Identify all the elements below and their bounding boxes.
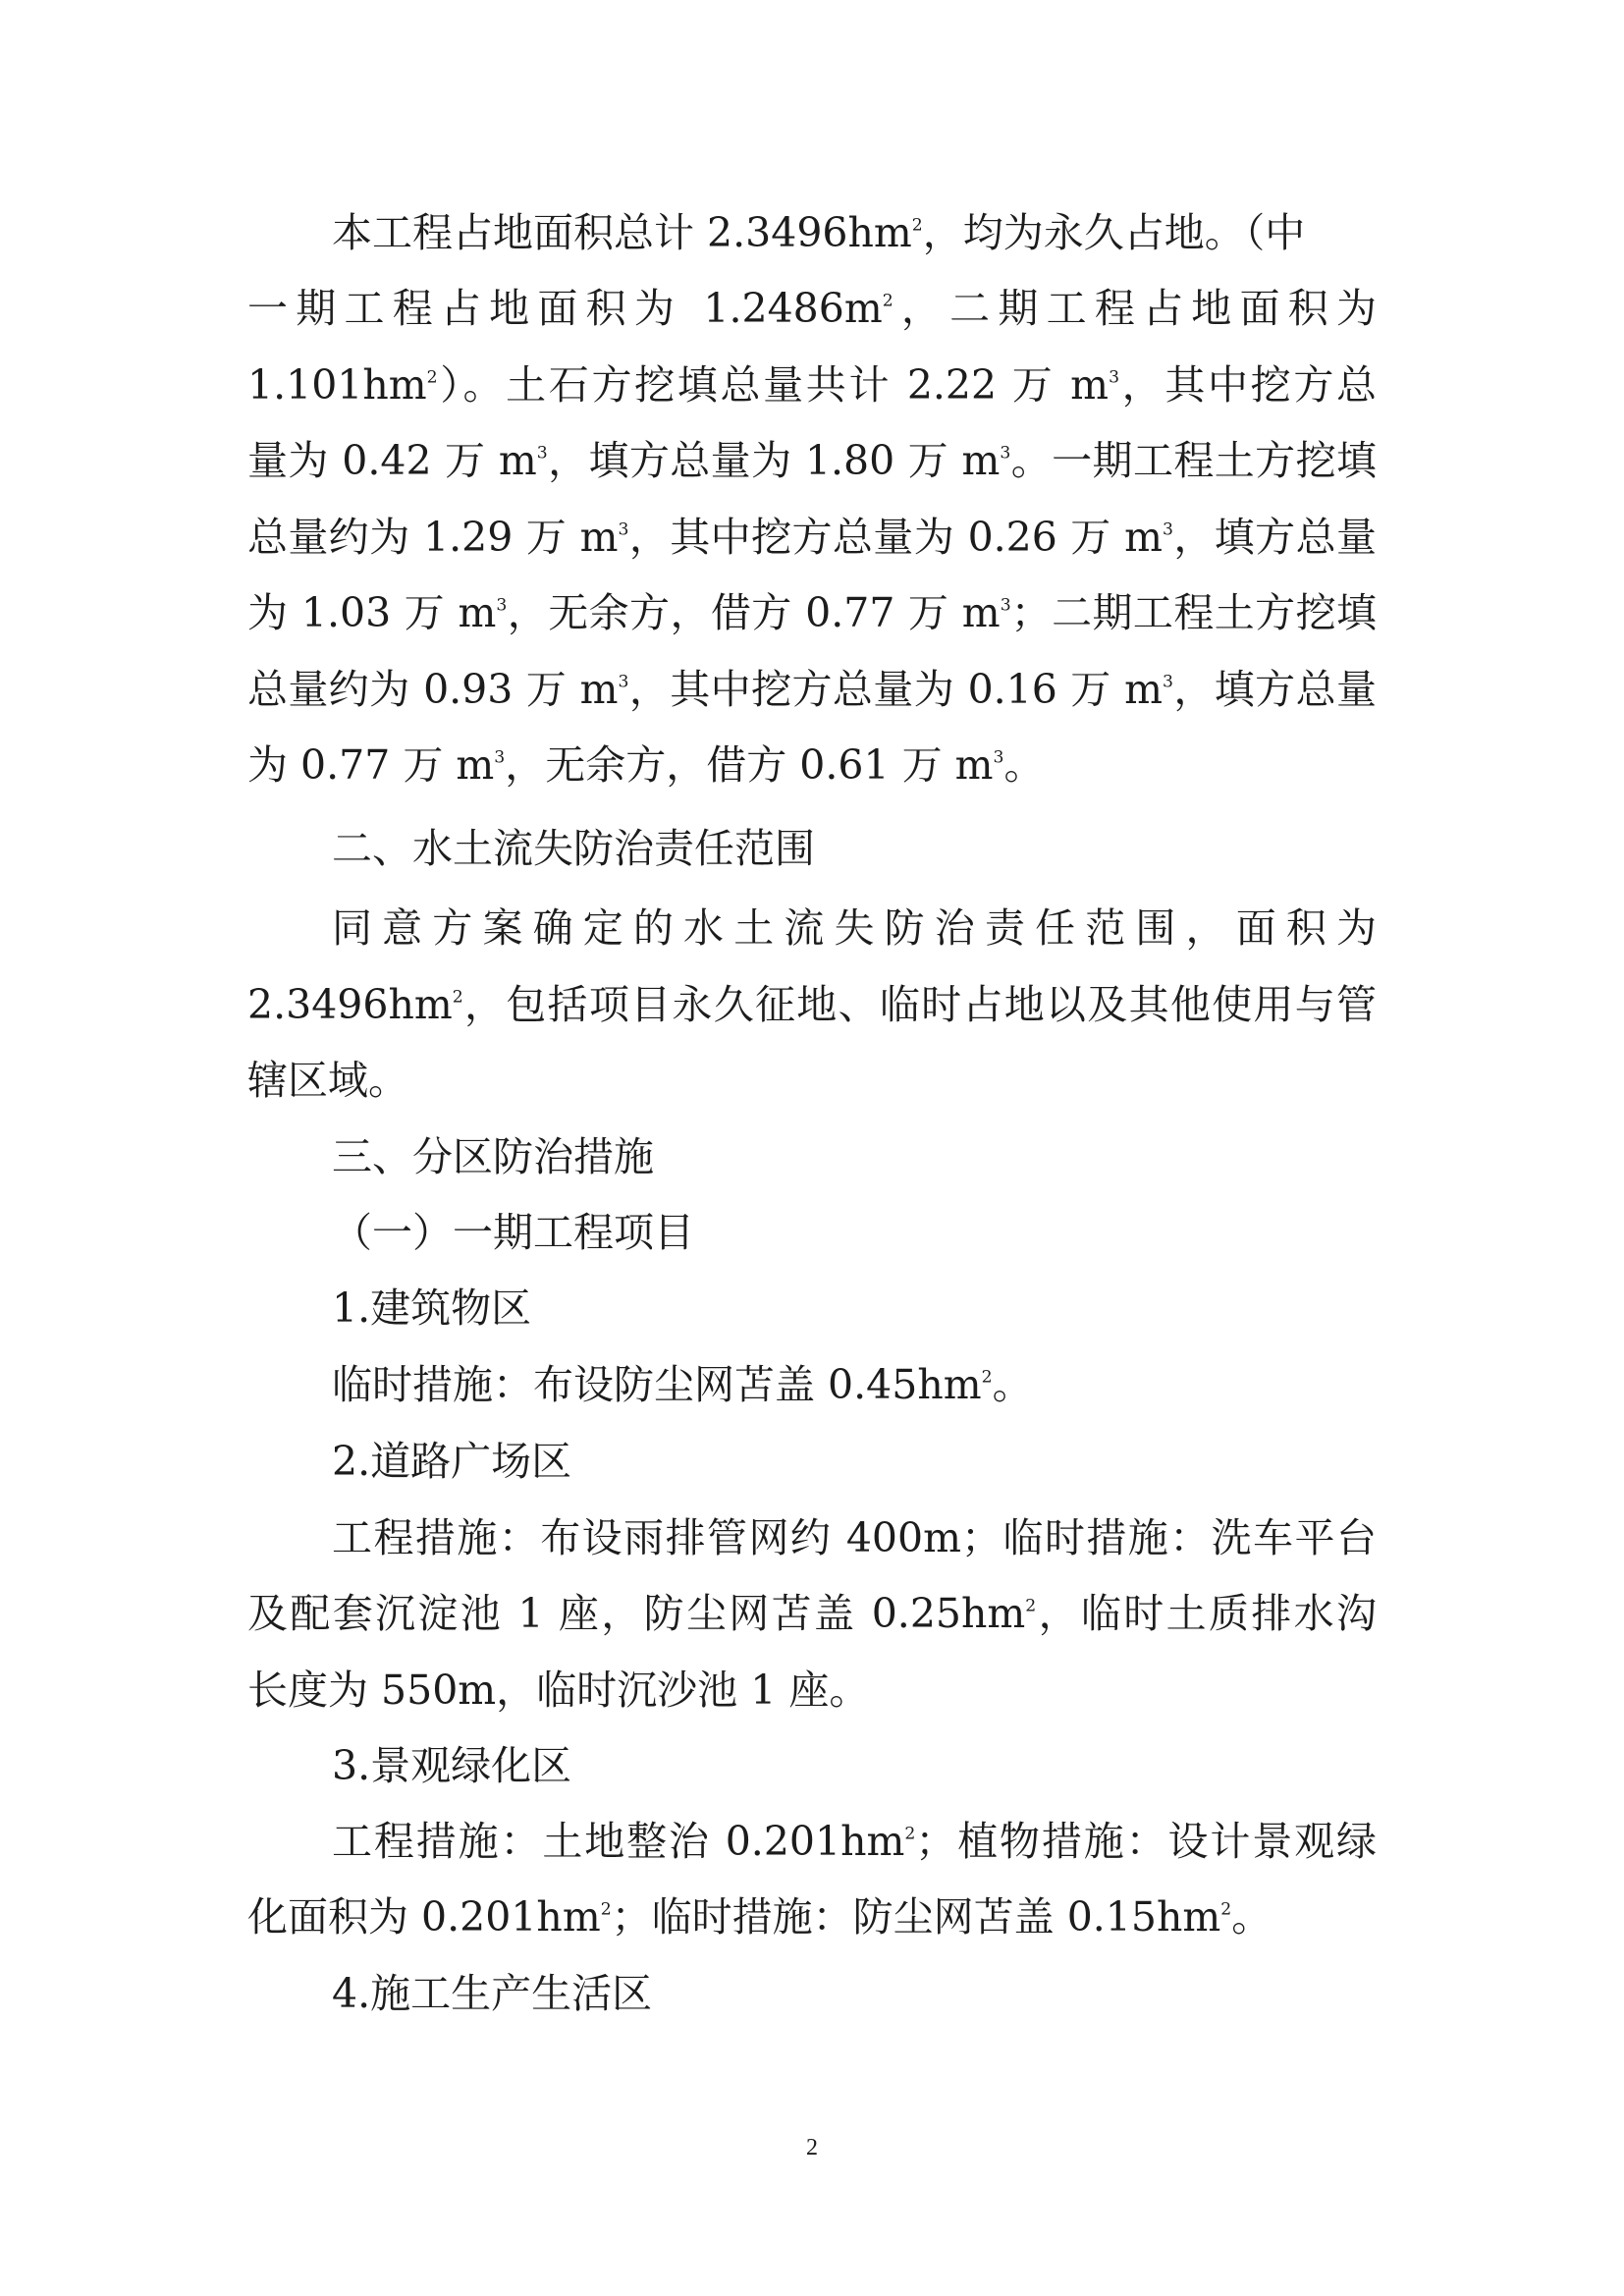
paragraph-line: 同意方案确定的水土流失防治责任范围，面积为 (332, 904, 1377, 952)
paragraph-line: 工程措施：土地整治 $0.201hm^2$；植物措施：设计景观绿 (332, 1818, 1377, 1865)
item-heading: 2.道路广场区 (332, 1438, 572, 1485)
item-heading: 3.景观绿化区 (332, 1742, 572, 1789)
paragraph-line: 一期工程占地面积为 $1.2486m^2$，二期工程占地面积为 (247, 285, 1378, 332)
item-heading: 1.建筑物区 (332, 1285, 532, 1332)
paragraph-line: 化面积为 $0.201hm^2$；临时措施：防尘网苫盖 $0.15hm^2$。 (247, 1893, 1272, 1941)
paragraph-line: 总量约为 0.93 万 $m^3$，其中挖方总量为 0.16 万 $m^3$，填方总量 (247, 666, 1377, 713)
paragraph-line: 长度为 550m，临时沉沙池 1 座。 (247, 1667, 870, 1714)
paragraph-line: $2.3496hm^2$，包括项目永久征地、临时占地以及其他使用与管 (247, 981, 1377, 1028)
paragraph-line: 临时措施：布设防尘网苫盖 $0.45hm^2$。 (332, 1361, 1033, 1408)
item-heading: 4.施工生产生活区 (332, 1970, 653, 2017)
paragraph-line: 为 0.77 万 $m^3$，无余方，借方 0.61 万 $m^3$。 (247, 741, 1045, 789)
section-heading: 二、水土流失防治责任范围 (332, 825, 815, 872)
subsection-heading: （一）一期工程项目 (332, 1209, 694, 1256)
paragraph-line: 本工程占地面积总计 $2.3496hm^2$，均为永久占地。（中 (332, 209, 1306, 256)
paragraph-line: 总量约为 1.29 万 $m^3$，其中挖方总量为 0.26 万 $m^3$，填方总量 (247, 514, 1377, 561)
paragraph-line: 量为 0.42 万 $m^3$，填方总量为 1.80 万 $m^3$。一期工程土方挖填 (247, 437, 1377, 484)
paragraph-line: 及配套沉淀池 1 座，防尘网苫盖 $0.25hm^2$，临时土质排水沟 (247, 1590, 1377, 1637)
paragraph-line: $1.101hm^2$）。土石方挖填总量共计 2.22 万 $m^3$，其中挖方总 (247, 361, 1378, 409)
section-heading: 三、分区防治措施 (332, 1133, 654, 1180)
paragraph-line: 工程措施：布设雨排管网约 400m；临时措施：洗车平台 (332, 1514, 1377, 1561)
paragraph-line: 辖区域。 (247, 1057, 408, 1104)
paragraph-line: 为 1.03 万 $m^3$，无余方，借方 0.77 万 $m^3$；二期工程土方挖填 (247, 589, 1378, 636)
page-number: 2 (806, 2135, 818, 2160)
